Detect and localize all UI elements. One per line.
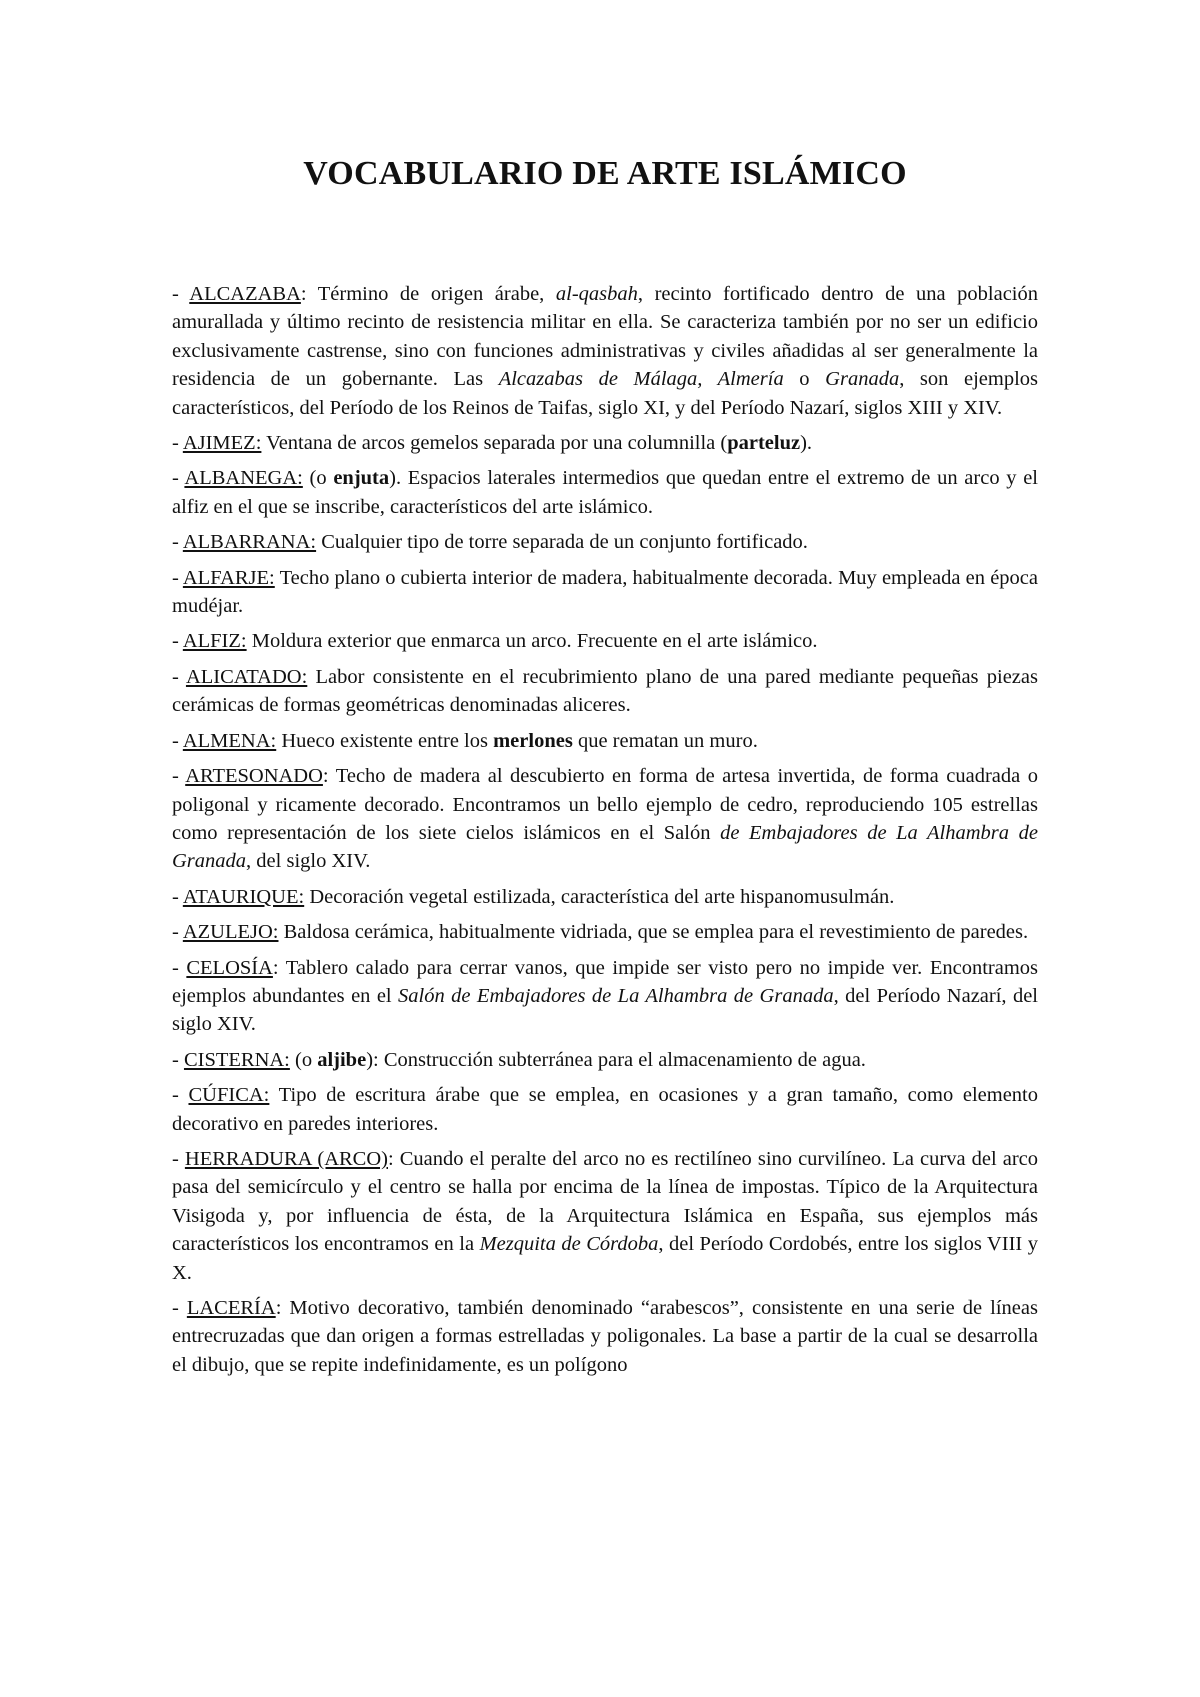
entry-dash: - [172,283,190,305]
glossary-entry-alicatado [172,663,1038,720]
entry-text: , recinto fortificado dentro de una población amurallada y último recinto de resistencia militar en ella. Se caracteriza también por no ser un edificio exclusivamente castrense, sino con funciones administrativas y civiles añadidas al ser generalmente la residencia de un gobernante. Las [172,283,1039,391]
entry-term: AZULEJO: [182,921,279,944]
glossary-entry-albanega [172,464,1038,521]
entry-separator: : [275,1297,282,1319]
entry-text: Decoración vegetal estilizada, característica del arte hispanomusulmán. [304,885,895,908]
entry-text: Moldura exterior que enmarca un arco. Frecuente en el arte islámico. [246,630,818,653]
entry-italic-text: Mezquita de Córdoba [479,1233,659,1256]
glossary-entry-alfiz [172,627,1038,655]
entry-dash: - [172,956,187,979]
entry-bold-text: parteluz [727,432,801,455]
entry-text: , del siglo XIV. [246,850,371,873]
entry-dash: - [172,665,186,688]
entry-text: Hueco existente entre los [276,729,494,752]
entry-dash: - [172,1297,187,1319]
entry-dash: - [172,531,183,554]
glossary-entry-ajimez [172,429,1038,457]
entry-dash: - [172,630,183,653]
entry-dash: - [172,765,186,788]
entry-term: ALMENA: [182,729,277,752]
entry-text: Cualquier tipo de torre separada de un conjunto fortificado. [316,531,808,554]
entry-term: AJIMEZ: [182,432,262,455]
entry-text: Labor consistente en el recubrimiento plano de una pared mediante pequeñas piezas cerámicas de formas geométricas denominadas aliceres. [172,665,1038,717]
entry-text: Tipo de escritura árabe que se emplea, en ocasiones y a gran tamaño, como elemento decorativo en paredes interiores. [172,1084,1038,1135]
glossary-entry-ataurique [172,883,1038,911]
entry-text: Término de origen árabe, [306,283,556,305]
entry-text: , son ejemplos característicos, del Período de los Reinos de Taifas, siglo XI, y del Período Nazarí, siglos XIII y XIV. [172,368,1039,419]
entry-term: ALBANEGA: [184,467,303,490]
entry-term: ALBARRANA: [182,531,317,554]
entry-dash: - [172,921,183,944]
entry-text: o [783,368,826,391]
glossary-entry-artesonado [172,762,1038,876]
entry-term: ALFARJE: [182,566,275,589]
entry-bold-text: enjuta [333,467,390,490]
entry-separator: : [322,765,329,788]
entry-text: ): Construcción subterránea para el almacenamiento de agua. [366,1048,866,1071]
entry-term: HERRADURA (ARCO) [184,1147,388,1170]
glossary-entry-herradura [172,1145,1038,1287]
entry-separator: : [272,956,279,979]
entry-text: Cuando el peralte del arco no es rectilíneo sino curvilíneo. La curva del arco pasa del semicírculo y el centro se halla por encima de la línea de impostas. Típico de la Arquitectura Visigoda y, por influencia de ésta, de la Arquitectura Islámica en España, sus ejemplos más característicos los encontramos en la [172,1147,1039,1256]
page-title: VOCABULARIO DE ARTE ISLÁMICO [303,155,907,192]
entry-term: LACERÍA [186,1297,276,1319]
entry-italic-text: Granada [825,368,900,391]
entry-text: que rematan un muro. [572,729,758,752]
entry-dash: - [172,729,183,752]
entry-term: CISTERNA: [183,1048,290,1071]
entry-text: , del Período Nazarí, del siglo XIV. [172,984,1038,1036]
entry-dash: - [172,467,185,490]
entry-term: CELOSÍA [186,956,273,979]
glossary-entry-albarrana [172,528,1038,556]
entry-text: (o [302,467,334,490]
entry-italic-text: Alcazabas de Málaga, Almería [498,368,784,391]
glossary-entry-celosia [172,954,1038,1039]
entry-bold-text: merlones [493,729,573,752]
glossary-entry-alfarje [172,564,1038,621]
entry-separator: : [388,1147,394,1170]
entry-term: ARTESONADO [185,765,323,788]
glossary-list [172,280,1038,1386]
entry-dash: - [172,1084,189,1107]
entry-italic-text: Salón de Embajadores de La Alhambra de Granada [398,984,834,1007]
entry-text: (o [289,1048,318,1071]
entry-dash: - [172,1048,184,1071]
entry-dash: - [172,566,183,589]
glossary-entry-azulejo [172,918,1038,946]
entry-text: ). [800,432,813,455]
entry-text: ). Espacios laterales intermedios que quedan entre el extremo de un arco y el alfiz en el que se inscribe, característicos del arte islámico. [172,467,1039,518]
entry-text: Motivo decorativo, también denominado “arabescos”, consistente en una serie de líneas entrecruzadas que dan origen a formas estrelladas y poligonales. La base a partir de la cual se desarrolla el dibujo, que se repite indefinidamente, es un polígono [172,1297,1038,1376]
glossary-entry-almena [172,727,1038,755]
glossary-entry-laceria [172,1294,1038,1379]
entry-term: CÚFICA: [188,1084,270,1107]
entry-text: Tablero calado para cerrar vanos, que impide ser visto pero no impide ver. Encontramos ejemplos abundantes en el [172,956,1038,1007]
entry-italic-text: de Embajadores de La Alhambra de Granada [172,821,1038,873]
glossary-entry-cufica [172,1081,1038,1138]
glossary-entry-alcazaba [172,280,1038,422]
entry-term: ALCAZABA [189,283,301,305]
glossary-entry-cisterna [172,1046,1038,1074]
entry-term: ALICATADO: [185,665,308,688]
entry-text: Ventana de arcos gemelos separada por una columnilla ( [261,432,728,455]
entry-italic-text: al-qasbah [555,283,638,305]
entry-text: Techo plano o cubierta interior de madera, habitualmente decorada. Muy empleada en época mudéjar. [172,566,1038,618]
entry-separator: : [300,283,307,305]
entry-dash: - [172,432,183,455]
entry-text: Techo de madera al descubierto en forma de artesa invertida, de forma cuadrada o poligonal y ricamente decorado. Encontramos un bello ejemplo de cedro, reproduciendo 105 estrellas como representación de los siete cielos islámicos en el Salón [172,765,1038,844]
entry-term: ALFIZ: [182,630,247,653]
entry-bold-text: aljibe [317,1048,367,1071]
entry-term: ATAURIQUE: [182,885,305,908]
entry-dash: - [172,1147,185,1170]
entry-dash: - [172,885,183,908]
entry-text: Baldosa cerámica, habitualmente vidriada, que se emplea para el revestimiento de paredes. [278,921,1029,944]
entry-text: , del Período Cordobés, entre los siglos VIII y X. [172,1233,1038,1284]
